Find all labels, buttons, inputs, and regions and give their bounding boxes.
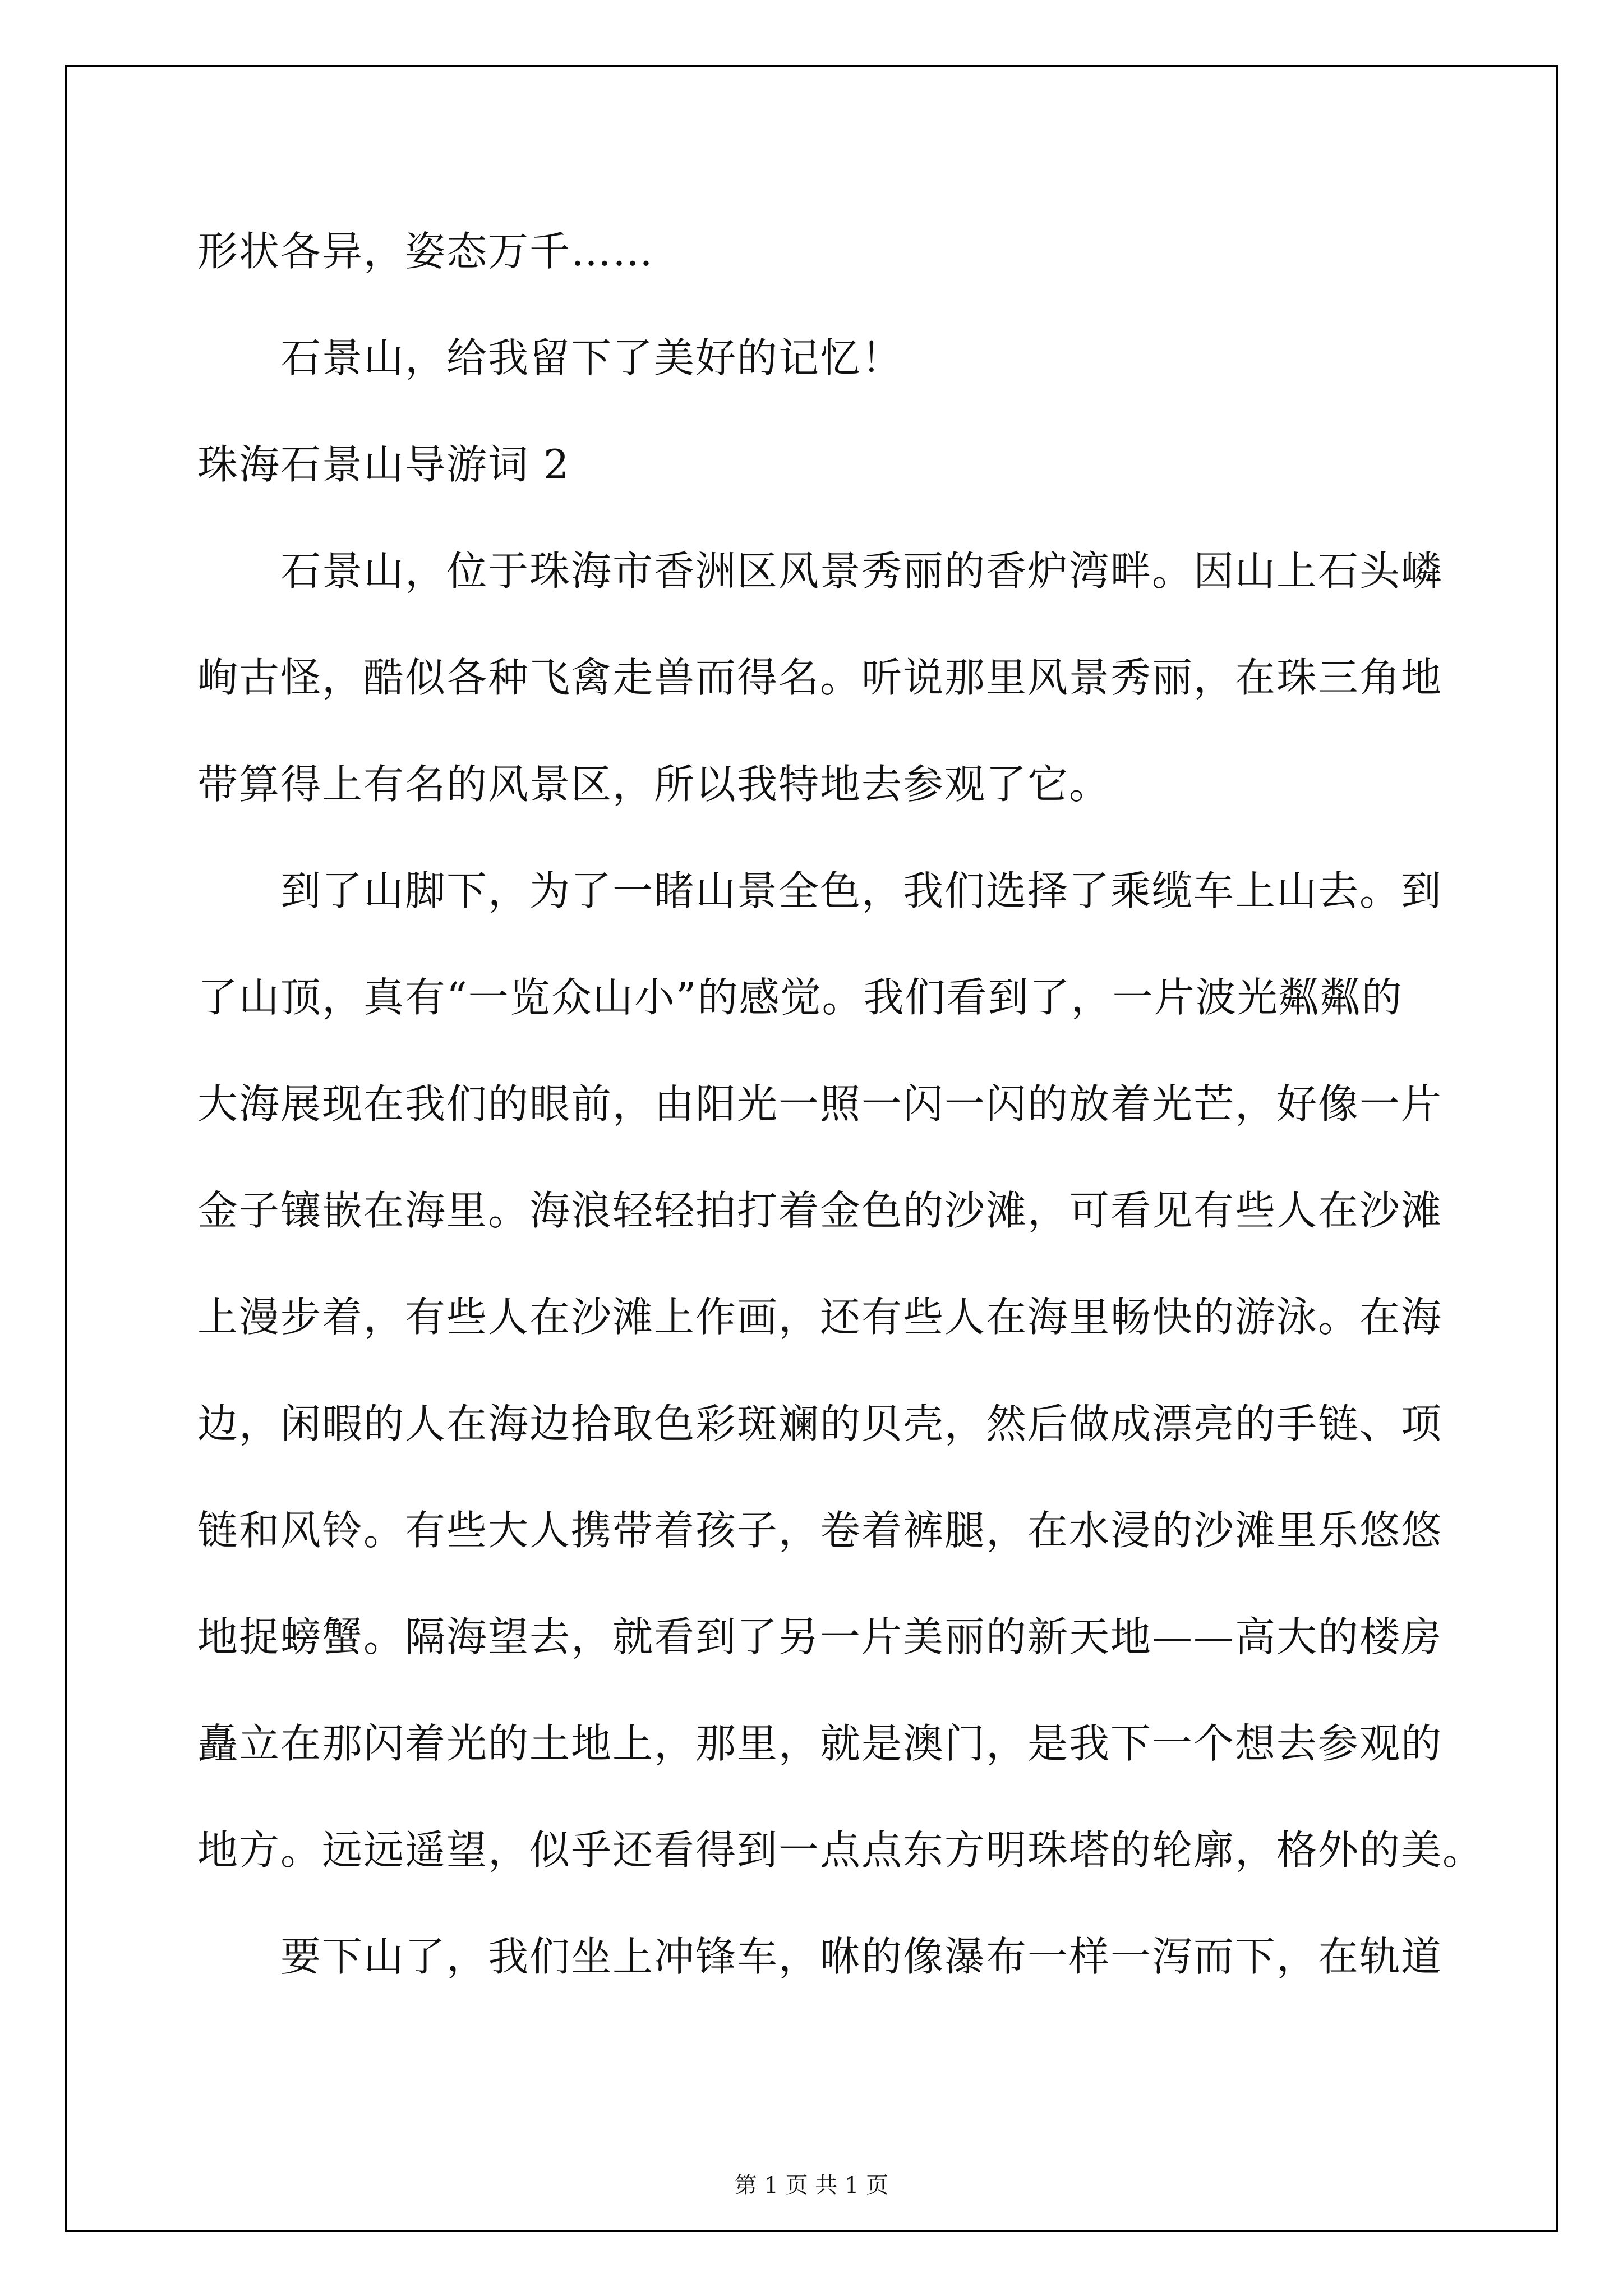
text-line-16: 地方。远远遥望，似乎还看得到一点点东方明珠塔的轮廓，格外的美。 <box>197 1826 1484 1874</box>
text-line-8: 了山顶，真有“一览众山小”的感觉。我们看到了，一片波光粼粼的 <box>197 974 1403 1021</box>
text-line-9: 大海展现在我们的眼前，由阳光一照一闪一闪的放着光芒，好像一片 <box>197 1080 1443 1128</box>
text-line-13: 链和风铃。有些大人携带着孩子，卷着裤腿，在水浸的沙滩里乐悠悠 <box>197 1507 1443 1554</box>
text-line-1: 形状各异，姿态万千…… <box>197 228 654 275</box>
text-line-12: 边，闲暇的人在海边拾取色彩斑斓的贝壳，然后做成漂亮的手链、项 <box>197 1400 1443 1447</box>
text-line-14: 地捉螃蟹。隔海望去，就看到了另一片美丽的新天地——高大的楼房 <box>197 1613 1443 1660</box>
text-line-6: 带算得上有名的风景区，所以我特地去参观了它。 <box>197 761 1111 808</box>
text-line-7: 到了山脚下，为了一睹山景全色，我们选择了乘缆车上山去。到 <box>280 867 1443 914</box>
text-line-2: 石景山，给我留下了美好的记忆！ <box>280 334 903 381</box>
text-line-11: 上漫步着，有些人在沙滩上作画，还有些人在海里畅快的游泳。在海 <box>197 1294 1443 1341</box>
text-line-10: 金子镶嵌在海里。海浪轻轻拍打着金色的沙滩，可看见有些人在沙滩 <box>197 1187 1443 1234</box>
page-footer: 第 1 页 共 1 页 <box>734 2173 889 2198</box>
section-heading: 珠海石景山导游词 2 <box>197 441 570 488</box>
text-line-5: 峋古怪，酷似各种飞禽走兽而得名。听说那里风景秀丽，在珠三角地 <box>197 654 1443 701</box>
page-border <box>65 65 1558 2232</box>
text-line-15: 矗立在那闪着光的土地上，那里，就是澳门，是我下一个想去参观的 <box>197 1720 1443 1767</box>
text-line-17: 要下山了，我们坐上冲锋车，咻的像瀑布一样一泻而下，在轨道 <box>280 1933 1443 1980</box>
text-line-4: 石景山，位于珠海市香洲区风景秀丽的香炉湾畔。因山上石头嶙 <box>280 547 1443 595</box>
